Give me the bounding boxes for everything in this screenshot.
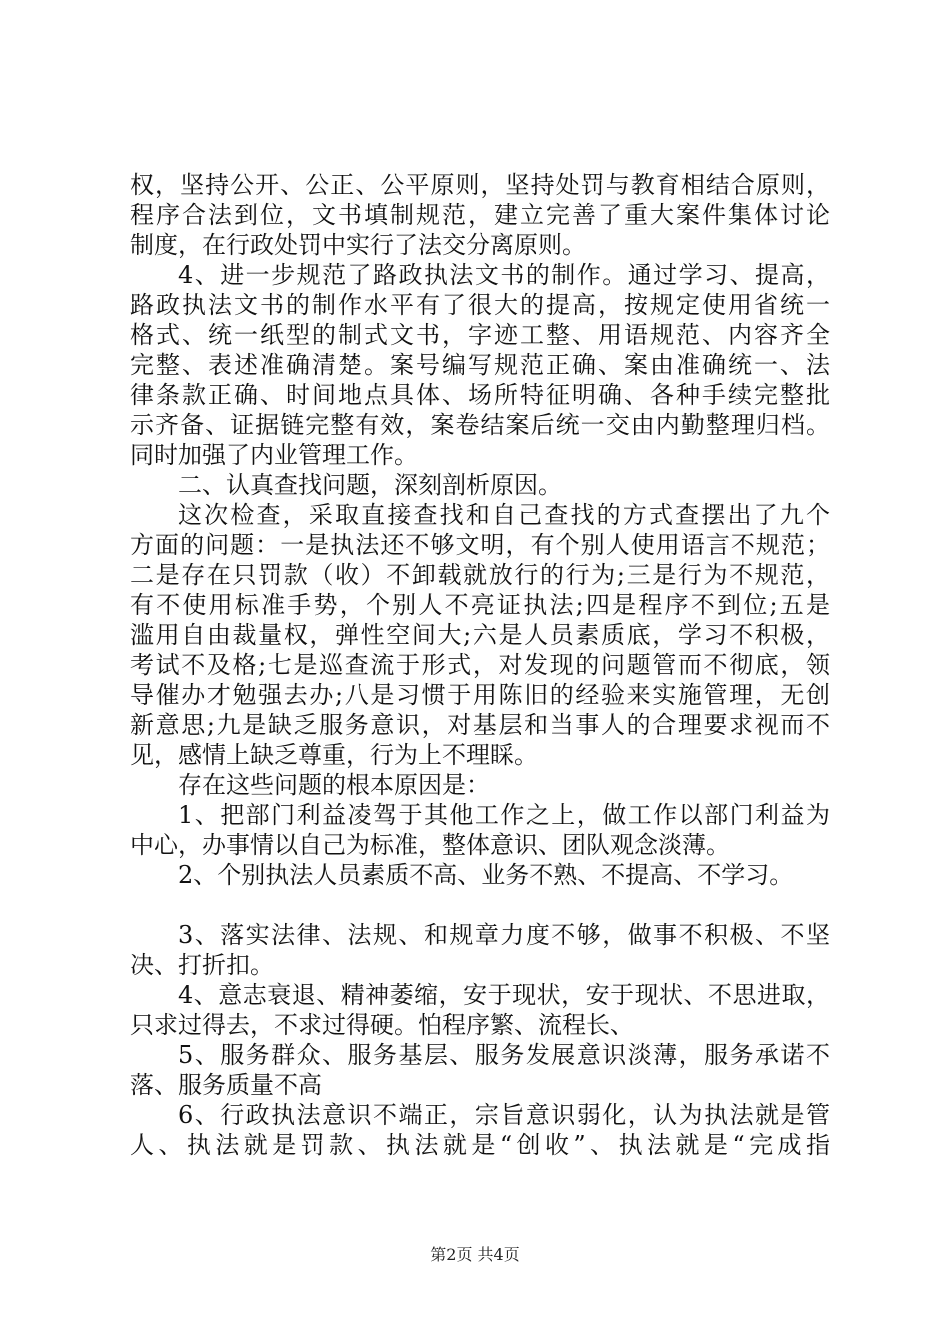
text-line: 权，坚持公开、公正、公平原则，坚持处罚与教育相结合原则，: [130, 171, 830, 199]
text-line: 同时加强了内业管理工作。: [130, 441, 418, 469]
blank-line: [130, 890, 830, 920]
text-line: 滥用自由裁量权，弹性空间大;六是人员素质底，学习不积极，: [130, 621, 830, 649]
text-line: 示齐备、证据链完整有效，案卷结案后统一交由内勤整理归档。: [130, 411, 830, 439]
text-line: 1、把部门利益凌驾于其他工作之上，做工作以部门利益为: [178, 801, 830, 829]
text-line: 2、个别执法人员素质不高、业务不熟、不提高、不学习。: [178, 861, 794, 889]
text-line: 路政执法文书的制作水平有了很大的提高，按规定使用省统一: [130, 291, 830, 319]
text-line: 5、服务群众、服务基层、服务发展意识淡薄，服务承诺不: [178, 1041, 830, 1069]
document-body: [130, 170, 830, 1160]
text-line: 4、进一步规范了路政执法文书的制作。通过学习、提高，: [178, 261, 830, 289]
text-line: 只求过得去，不求过得硬。怕程序繁、流程长、: [130, 1011, 634, 1039]
text-line: 4、意志衰退、精神萎缩，安于现状，安于现状、不思进取，: [178, 981, 830, 1009]
text-line: 有不使用标准手势，个别人不亮证执法;四是程序不到位;五是: [130, 591, 830, 619]
page-footer: 第2页 共4页: [430, 1245, 520, 1264]
text-line: 完整、表述准确清楚。案号编写规范正确、案由准确统一、法: [130, 351, 830, 379]
text-line: 程序合法到位，文书填制规范，建立完善了重大案件集体讨论: [130, 201, 830, 229]
text-line: 格式、统一纸型的制式文书，字迹工整、用语规范、内容齐全: [130, 321, 830, 349]
text-line: 新意思;九是缺乏服务意识，对基层和当事人的合理要求视而不: [130, 711, 830, 739]
text-line: 决、打折扣。: [130, 951, 274, 979]
text-line: 考试不及格;七是巡查流于形式，对发现的问题管而不彻底，领: [130, 651, 830, 679]
section-heading: 二、认真查找问题，深刻剖析原因。: [178, 471, 562, 499]
text-line: 6、行政执法意识不端正，宗旨意识弱化，认为执法就是管: [178, 1101, 830, 1129]
text-line: 见，感情上缺乏尊重，行为上不理睬。: [130, 741, 538, 769]
text-line: 导催办才勉强去办;八是习惯于用陈旧的经验来实施管理，无创: [130, 681, 830, 709]
text-line: 方面的问题：一是执法还不够文明，有个别人使用语言不规范；: [130, 531, 830, 559]
text-line: 落、服务质量不高: [130, 1071, 322, 1099]
text-line: 3、落实法律、法规、和规章力度不够，做事不积极、不坚: [178, 921, 830, 949]
text-line: 律条款正确、时间地点具体、场所特征明确、各种手续完整批: [130, 381, 830, 409]
text-line: 这次检查，采取直接查找和自己查找的方式查摆出了九个: [178, 501, 830, 529]
text-line: 制度，在行政处罚中实行了法交分离原则。: [130, 231, 586, 259]
text-line: 中心，办事情以自己为标准，整体意识、团队观念淡薄。: [130, 831, 730, 859]
text-line: 存在这些问题的根本原因是：: [178, 771, 490, 799]
text-line: 二是存在只罚款（收）不卸载就放行的行为;三是行为不规范，: [130, 561, 830, 589]
text-line: 人、执法就是罚款、执法就是“创收”、执法就是“完成指: [130, 1131, 830, 1159]
